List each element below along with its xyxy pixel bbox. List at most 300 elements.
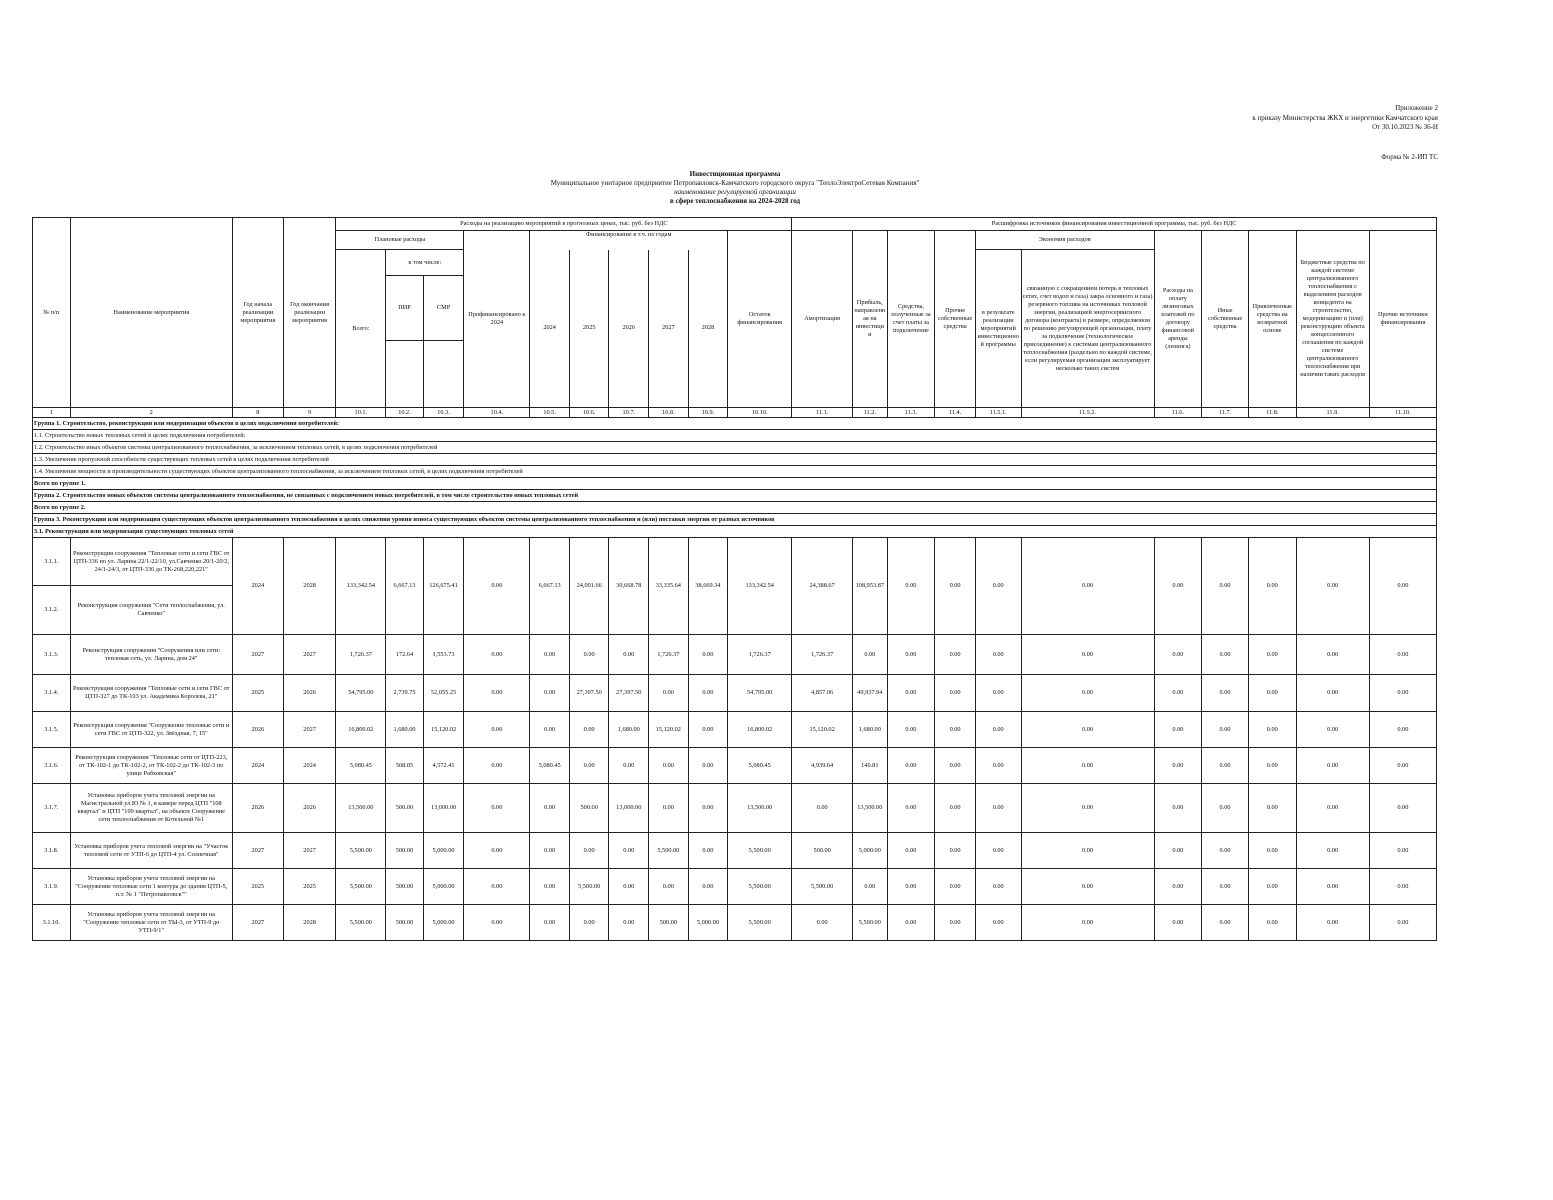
row-value: 0.00: [464, 869, 530, 905]
column-number-cell: 11.1.: [792, 408, 853, 418]
table-row: [33, 869, 1437, 905]
attracted-header: Привлеченные средства на возвратной основе: [1248, 231, 1296, 408]
row-value: 0.00: [1296, 784, 1369, 833]
row-value: 27,397.50: [569, 675, 609, 712]
row-number: 3.1.8.: [33, 833, 71, 869]
row-end-year: 2026: [283, 784, 336, 833]
row-value: 0.00: [1202, 675, 1249, 712]
row-value: 2,739.75: [386, 675, 424, 712]
column-number-cell: 10.1.: [336, 408, 386, 418]
row-value: 0.00: [975, 635, 1021, 675]
row-value: 108,953.87: [853, 538, 888, 635]
column-number-cell: 2: [70, 408, 232, 418]
row-number: 3.1.1.: [33, 538, 71, 586]
row-value: 0.00: [464, 635, 530, 675]
row-value: 5,500.00: [569, 869, 609, 905]
column-number-cell: 9: [283, 408, 336, 418]
col-end-header: Год окончания реализации мероприятия: [283, 218, 336, 408]
row-number: 3.1.7.: [33, 784, 71, 833]
row-value: 0.00: [1369, 635, 1436, 675]
row-value: 0.00: [975, 675, 1021, 712]
row-number: 3.1.6.: [33, 748, 71, 784]
section-1-2: 1.2. Строительство иных объектов системы централизованного теплоснабжения, за исключением тепловых сетей, в целях подключения потребителей: [33, 442, 1437, 454]
row-value: 500.00: [792, 833, 853, 869]
row-value: 13,500.00: [853, 784, 888, 833]
row-start-year: 2025: [232, 869, 283, 905]
investment-program-table: [32, 217, 1437, 941]
row-value: 1,726.37: [649, 635, 689, 675]
row-value: 0.00: [1369, 748, 1436, 784]
row-value: 5,500.00: [336, 833, 386, 869]
row-end-year: 2024: [283, 748, 336, 784]
row-number: 3.1.9.: [33, 869, 71, 905]
row-value: 0.00: [688, 833, 728, 869]
row-value: 0.00: [1248, 635, 1296, 675]
row-value: 0.00: [1021, 869, 1154, 905]
row-value: 0.00: [649, 784, 689, 833]
row-value: 0.00: [935, 712, 976, 748]
row-value: 13,500.00: [336, 784, 386, 833]
row-value: 0.00: [935, 635, 976, 675]
row-value: 0.00: [1154, 748, 1202, 784]
row-value: 140.81: [853, 748, 888, 784]
column-number-cell: 11.6.: [1154, 408, 1202, 418]
row-value: 0.00: [1021, 538, 1154, 635]
section-1-3: 1.3. Увеличение пропускной способности существующих тепловых сетей в целях подключения потребителей: [33, 454, 1437, 466]
row-value: 0.00: [1369, 833, 1436, 869]
row-value: 0.00: [1021, 675, 1154, 712]
sources-group-header: Расшифровка источников финансирования инвестиционной программы, тыс. руб. без НДС: [792, 218, 1437, 231]
row-value: 500.00: [386, 784, 424, 833]
row-name: Установка приборов учета тепловой энергии на Магистральной ул.Ю № 1, в камере перед ЦТП "108 квартал" и ЦТП "109 квартал", на объекте Сооружение сети теплоснабжения от Котельной №1: [70, 784, 232, 833]
column-number-cell: 1: [33, 408, 71, 418]
row-value: 0.00: [1154, 675, 1202, 712]
row-value: 1,680.00: [386, 712, 424, 748]
row-value: 0.00: [1248, 712, 1296, 748]
row-value: 500.00: [569, 784, 609, 833]
row-value: 0.00: [530, 675, 570, 712]
column-number-cell: 10.9.: [688, 408, 728, 418]
group-1-heading: Группа 1. Строительство, реконструкция или модернизация объектов в целях подключения потребителей:: [33, 418, 1437, 430]
group-2-heading: Группа 2. Строительство новых объектов системы централизованного теплоснабжения, не связанных с подключением новых потребителей, в том числе строительство новых тепловых сетей: [33, 490, 1437, 502]
row-value: 0.00: [649, 869, 689, 905]
row-value: 0.00: [1202, 833, 1249, 869]
row-value: 5,500.00: [728, 869, 792, 905]
row-value: 0.00: [975, 905, 1021, 941]
row-start-year: 2026: [232, 784, 283, 833]
financing-by-year-header: Финансирование в т.ч. по годам: [530, 231, 728, 250]
row-value: 0.00: [975, 748, 1021, 784]
row-name: Реконструкция сооружения "Сооружения или сети: тепловая сеть, ул. Ларина, дом 24": [70, 635, 232, 675]
row-value: 0.00: [1296, 905, 1369, 941]
total-header: Всего:: [336, 250, 386, 408]
row-value: 0.00: [1296, 635, 1369, 675]
row-value: 0.00: [935, 869, 976, 905]
form-number: Форма № 2-ИП ТС: [1381, 153, 1438, 161]
row-value: 0.00: [887, 869, 935, 905]
planned-header: Плановые расходы: [336, 231, 464, 250]
row-end-year: 2027: [283, 833, 336, 869]
row-end-year: 2028: [283, 538, 336, 635]
column-number-cell: 11.4.: [935, 408, 976, 418]
expenses-group-header: Расходы на реализацию мероприятий в прогнозных ценах, тыс. руб. без НДС: [336, 218, 792, 231]
row-start-year: 2027: [232, 833, 283, 869]
row-value: 0.00: [975, 538, 1021, 635]
row-value: 0.00: [887, 675, 935, 712]
row-value: 4,857.06: [792, 675, 853, 712]
year-2026-header: 2026: [609, 250, 649, 408]
row-value: 0.00: [1248, 538, 1296, 635]
row-value: 0.00: [1021, 784, 1154, 833]
row-value: 0.00: [1202, 712, 1249, 748]
row-value: 16,800.02: [728, 712, 792, 748]
row-value: 54,795.00: [728, 675, 792, 712]
column-number-cell: 10.3.: [423, 408, 464, 418]
row-value: 0.00: [1202, 635, 1249, 675]
row-value: 0.00: [464, 905, 530, 941]
row-value: 0.00: [1369, 538, 1436, 635]
row-value: 0.00: [1248, 833, 1296, 869]
row-value: 0.00: [688, 784, 728, 833]
row-value: 13,000.00: [423, 784, 464, 833]
row-value: 0.00: [1154, 833, 1202, 869]
prefinanced-header: Профинансировано к 2024: [464, 231, 530, 408]
row-value: 0.00: [792, 905, 853, 941]
table-row: [33, 833, 1437, 869]
row-value: 5,500.00: [853, 905, 888, 941]
row-value: 4,572.41: [423, 748, 464, 784]
row-value: 172.64: [386, 635, 424, 675]
row-value: 49,937.94: [853, 675, 888, 712]
row-value: 0.00: [569, 712, 609, 748]
row-name: Реконструкция сооружения "Сооружение тепловые сети и сети ГВС от ЦТП-322, ул. Звёздная, 7, 15": [70, 712, 232, 748]
row-value: 0.00: [975, 712, 1021, 748]
organization-name: Муниципальное унитарное предприятие Петропавловск-Камчатского городского округа "ТеплоЭлектроСетевая Компания": [550, 179, 920, 187]
row-value: 0.00: [609, 869, 649, 905]
row-value: 5,080.45: [336, 748, 386, 784]
row-value: 500.00: [649, 905, 689, 941]
row-value: 0.00: [688, 635, 728, 675]
row-value: 27,397.50: [609, 675, 649, 712]
row-value: 6,667.13: [386, 538, 424, 635]
profit-header: Прибыль, направленная на инвестиции: [853, 231, 888, 408]
row-value: 0.00: [1369, 675, 1436, 712]
row-value: 33,335.64: [649, 538, 689, 635]
row-value: 30,668.78: [609, 538, 649, 635]
program-scope: в сфере теплоснабжения на 2024-2028 год: [669, 197, 801, 205]
row-name: Реконструкция сооружения "Тепловые сети и сети ГВС от ЦТП-327 до ТК-103 ул. Академика Королева, 21": [70, 675, 232, 712]
col-name-header: Наименование мероприятия: [70, 218, 232, 408]
row-value: 0.00: [530, 905, 570, 941]
row-value: 0.00: [464, 675, 530, 712]
row-value: 0.00: [569, 905, 609, 941]
row-value: 0.00: [649, 675, 689, 712]
group-1-total: Всего по группе 1.: [33, 478, 1437, 490]
row-value: 5,080.45: [728, 748, 792, 784]
savings-header: Экономия расходов: [975, 231, 1154, 250]
row-value: 5,000.00: [853, 833, 888, 869]
row-value: 15,120.02: [649, 712, 689, 748]
incl-header: в том числе:: [386, 250, 464, 276]
row-value: 0.00: [1154, 538, 1202, 635]
row-value: 0.00: [887, 538, 935, 635]
column-number-cell: 8: [232, 408, 283, 418]
row-value: 0.00: [530, 869, 570, 905]
row-value: 1,680.00: [853, 712, 888, 748]
savings-result-header: в результате реализации мероприятий инвестиционной программы: [975, 250, 1021, 408]
column-number-cell: 11.8.: [1248, 408, 1296, 418]
row-value: 0.00: [1296, 712, 1369, 748]
row-value: 0.00: [464, 833, 530, 869]
row-value: 0.00: [530, 833, 570, 869]
row-value: 54,795.00: [336, 675, 386, 712]
row-value: 0.00: [887, 905, 935, 941]
order-label: к приказу Министерства ЖКХ и энергетики Камчатского края: [1252, 113, 1438, 122]
group-3-heading: Группа 3. Реконструкция или модернизация существующих объектов централизованного теплоснабжения в целях снижения уровня износа существующих объектов системы централизованного теплоснабжения и (или) поставки энергии от разных источников: [33, 514, 1437, 526]
column-number-cell: 10.10.: [728, 408, 792, 418]
row-value: 500.00: [386, 905, 424, 941]
row-value: 1,680.00: [609, 712, 649, 748]
column-number-cell: 10.2.: [386, 408, 424, 418]
remaining-header: Остаток финансирования: [728, 231, 792, 408]
table-row: [33, 675, 1437, 712]
row-value: 0.00: [887, 635, 935, 675]
document-title-block: [0, 170, 1470, 206]
section-1-4: 1.4. Увеличение мощности и производительности существующих объектов централизованного теплоснабжения, за исключением тепловых сетей, в целях подключения потребителей: [33, 466, 1437, 478]
row-value: 0.00: [1248, 784, 1296, 833]
year-2027-header: 2027: [649, 250, 689, 408]
row-value: 0.00: [1369, 905, 1436, 941]
row-value: 0.00: [975, 833, 1021, 869]
row-value: 6,667.13: [530, 538, 570, 635]
row-value: 38,669.34: [688, 538, 728, 635]
row-value: 126,675.41: [423, 538, 464, 635]
row-value: 0.00: [1248, 869, 1296, 905]
row-value: 0.00: [1154, 635, 1202, 675]
row-value: 52,055.25: [423, 675, 464, 712]
row-value: 24,388.67: [792, 538, 853, 635]
row-value: 0.00: [853, 635, 888, 675]
row-value: 0.00: [1369, 869, 1436, 905]
row-value: 0.00: [530, 635, 570, 675]
row-value: 0.00: [935, 833, 976, 869]
row-value: 0.00: [569, 635, 609, 675]
other-sources-header: Прочие источники финансирования: [1369, 231, 1436, 408]
row-start-year: 2024: [232, 538, 283, 635]
row-value: 0.00: [975, 784, 1021, 833]
row-value: 0.00: [1296, 833, 1369, 869]
table-row: [33, 712, 1437, 748]
row-end-year: 2028: [283, 905, 336, 941]
row-value: 0.00: [1021, 748, 1154, 784]
row-value: 133,342.54: [728, 538, 792, 635]
row-value: 0.00: [1248, 905, 1296, 941]
row-value: 0.00: [609, 748, 649, 784]
row-start-year: 2024: [232, 748, 283, 784]
organization-caption: наименование регулируемой организации: [674, 188, 796, 196]
row-number: 3.1.2.: [33, 586, 71, 635]
row-value: 0.00: [649, 748, 689, 784]
row-start-year: 2027: [232, 635, 283, 675]
row-value: 1,726.37: [792, 635, 853, 675]
row-number: 3.1.5.: [33, 712, 71, 748]
row-number: 3.1.10.: [33, 905, 71, 941]
pir-header: ПИР: [386, 276, 424, 341]
row-number: 3.1.4.: [33, 675, 71, 712]
row-value: 0.00: [530, 712, 570, 748]
budget-header: Бюджетные средства по каждой системе централизованного теплоснабжения с выделением расходов концедента на строительство, модернизацию и (или) реконструкцию объекта концессионного соглашения по каждой системе централизованного теплоснабжения при наличии таких расходов: [1296, 231, 1369, 408]
row-value: 0.00: [1296, 675, 1369, 712]
row-value: 0.00: [1296, 538, 1369, 635]
row-value: 4,939.64: [792, 748, 853, 784]
row-value: 0.00: [1248, 748, 1296, 784]
row-value: 0.00: [935, 538, 976, 635]
row-value: 0.00: [1154, 784, 1202, 833]
row-value: 15,120.02: [423, 712, 464, 748]
column-number-row: [33, 408, 1437, 418]
table-row: [33, 748, 1437, 784]
row-value: 5,000.00: [688, 905, 728, 941]
row-start-year: 2025: [232, 675, 283, 712]
row-value: 0.00: [1154, 869, 1202, 905]
row-name: Реконструкция сооружения "Сети теплоснабжения, ул. Савченко": [70, 586, 232, 635]
column-number-cell: 11.10.: [1369, 408, 1436, 418]
row-value: 5,000.00: [423, 905, 464, 941]
row-value: 5,000.00: [423, 833, 464, 869]
row-number: 3.1.3.: [33, 635, 71, 675]
document-title: Инвестиционная программа: [689, 170, 781, 178]
row-value: 500.00: [386, 869, 424, 905]
row-start-year: 2026: [232, 712, 283, 748]
other-borrowed-header: Иные собственные средства: [1202, 231, 1249, 408]
row-value: 5,080.45: [530, 748, 570, 784]
row-value: 1,726.37: [336, 635, 386, 675]
column-number-cell: 11.5.1.: [975, 408, 1021, 418]
year-2024-header: 2024: [530, 250, 570, 408]
row-name: Реконструкция сооружения "Тепловые сети от ЦТП-223, от ТК-102-1 до ТК-102-2, от ТК-102-2 до ТК-102-3 по улице Рабховская": [70, 748, 232, 784]
row-value: 0.00: [1202, 905, 1249, 941]
row-value: 0.00: [1202, 784, 1249, 833]
row-value: 0.00: [935, 748, 976, 784]
row-value: 0.00: [1021, 712, 1154, 748]
column-number-cell: 11.9.: [1296, 408, 1369, 418]
table-row: [33, 905, 1437, 941]
row-value: 0.00: [935, 905, 976, 941]
row-value: 0.00: [935, 675, 976, 712]
row-start-year: 2027: [232, 905, 283, 941]
row-value: 13,500.00: [728, 784, 792, 833]
section-3-1: 3.1. Реконструкция или модернизация существующих тепловых сетей: [33, 526, 1437, 538]
row-value: 5,500.00: [792, 869, 853, 905]
appendix-label: Приложение 2: [1395, 104, 1438, 112]
row-value: 0.00: [1021, 833, 1154, 869]
row-value: 5,500.00: [649, 833, 689, 869]
column-number-cell: 10.8.: [649, 408, 689, 418]
savings-losses-header: связанную с сокращением потерь в тепловых сетях, счет водоп и газа) закра основного и газа) резервного топлива на источниках тепловой энергии, реализацией энергосервисного договора (контракта) в размере, определяемом по решению регулирующей организации, плату за подключение (технологическое присоединение) к системам централизованного теплоснабжения (раздельно по каждой системе, если регулируемая организация эксплуатирует несколько таких систем: [1021, 250, 1154, 408]
table-row: [33, 635, 1437, 675]
row-value: 0.00: [935, 784, 976, 833]
row-end-year: 2027: [283, 635, 336, 675]
row-value: 0.00: [1202, 538, 1249, 635]
row-value: 0.00: [1154, 712, 1202, 748]
row-value: 0.00: [530, 784, 570, 833]
row-value: 15,120.02: [792, 712, 853, 748]
row-value: 0.00: [1369, 784, 1436, 833]
row-name: Реконструкция сооружения "Тепловые сети и сети ГВС от ЦТП-336 по ул. Ларина 22/1-22/10, ул.Савченко 20/1-20/2, 24/1-24/3, от ЦТП-336 до ТК-268,220,221": [70, 538, 232, 586]
row-value: 0.00: [887, 833, 935, 869]
row-value: 0.00: [569, 748, 609, 784]
row-value: 0.00: [1202, 869, 1249, 905]
row-value: 0.00: [464, 712, 530, 748]
col-start-header: Год начала реализации мероприятия: [232, 218, 283, 408]
row-value: 0.00: [464, 784, 530, 833]
row-value: 1,553.73: [423, 635, 464, 675]
row-value: 0.00: [1021, 635, 1154, 675]
row-value: 0.00: [1154, 905, 1202, 941]
order-date: От 30.10.2023 № 36-Н: [1372, 123, 1438, 131]
row-value: 0.00: [1296, 748, 1369, 784]
row-value: 500.00: [386, 833, 424, 869]
row-value: 0.00: [887, 748, 935, 784]
year-2025-header: 2025: [569, 250, 609, 408]
column-number-cell: 11.2.: [853, 408, 888, 418]
row-value: 0.00: [464, 538, 530, 635]
row-name: Установка приборов учета тепловой энергии на "Сооружение тепловые сети от ТЫ-3, от УТП-9 до УТП-9/1": [70, 905, 232, 941]
other-own-header: Прочие собственные средства: [935, 231, 976, 408]
year-2028-header: 2028: [688, 250, 728, 408]
column-number-cell: 10.4.: [464, 408, 530, 418]
column-number-cell: 10.5.: [530, 408, 570, 418]
row-value: 13,000.00: [609, 784, 649, 833]
column-number-cell: 10.6.: [569, 408, 609, 418]
row-value: 0.00: [887, 712, 935, 748]
row-value: 0.00: [464, 748, 530, 784]
row-value: 0.00: [1202, 748, 1249, 784]
row-value: 0.00: [1296, 869, 1369, 905]
row-value: 5,500.00: [728, 905, 792, 941]
row-end-year: 2025: [283, 869, 336, 905]
column-number-cell: 11.7.: [1202, 408, 1249, 418]
row-value: 0.00: [688, 748, 728, 784]
column-number-cell: 11.5.2.: [1021, 408, 1154, 418]
row-value: 16,800.02: [336, 712, 386, 748]
row-value: 0.00: [887, 784, 935, 833]
row-value: 133,342.54: [336, 538, 386, 635]
lease-header: Расходы на оплату лизинговых платежей по договору финансовой аренды (лизинга): [1154, 231, 1202, 408]
row-name: Установка приборов учета тепловой энергии на "Участок тепловой сети от УТП-6 до ЦТП-4 ул. Солнечная": [70, 833, 232, 869]
column-number-cell: 11.3.: [887, 408, 935, 418]
row-name: Установка приборов учета тепловой энергии на "Сооружение тепловые сети 1 контура до здания ЦТП-5, п.т. № 1 "Петропавловск"": [70, 869, 232, 905]
row-value: 508.05: [386, 748, 424, 784]
row-value: 0.00: [792, 784, 853, 833]
row-value: 0.00: [853, 869, 888, 905]
row-end-year: 2027: [283, 712, 336, 748]
row-value: 0.00: [1248, 675, 1296, 712]
col-num-header: № п/п: [33, 218, 71, 408]
row-value: 0.00: [688, 869, 728, 905]
column-number-cell: 10.7.: [609, 408, 649, 418]
row-value: 5,500.00: [728, 833, 792, 869]
row-value: 0.00: [609, 635, 649, 675]
row-value: 0.00: [569, 833, 609, 869]
row-value: 24,001.66: [569, 538, 609, 635]
row-value: 0.00: [609, 833, 649, 869]
row-value: 0.00: [1021, 905, 1154, 941]
amortization-header: Амортизация: [792, 231, 853, 408]
row-end-year: 2026: [283, 675, 336, 712]
section-1-1: 1.1. Строительство новых тепловых сетей в целях подключения потребителей:: [33, 430, 1437, 442]
row-value: 5,000.00: [423, 869, 464, 905]
